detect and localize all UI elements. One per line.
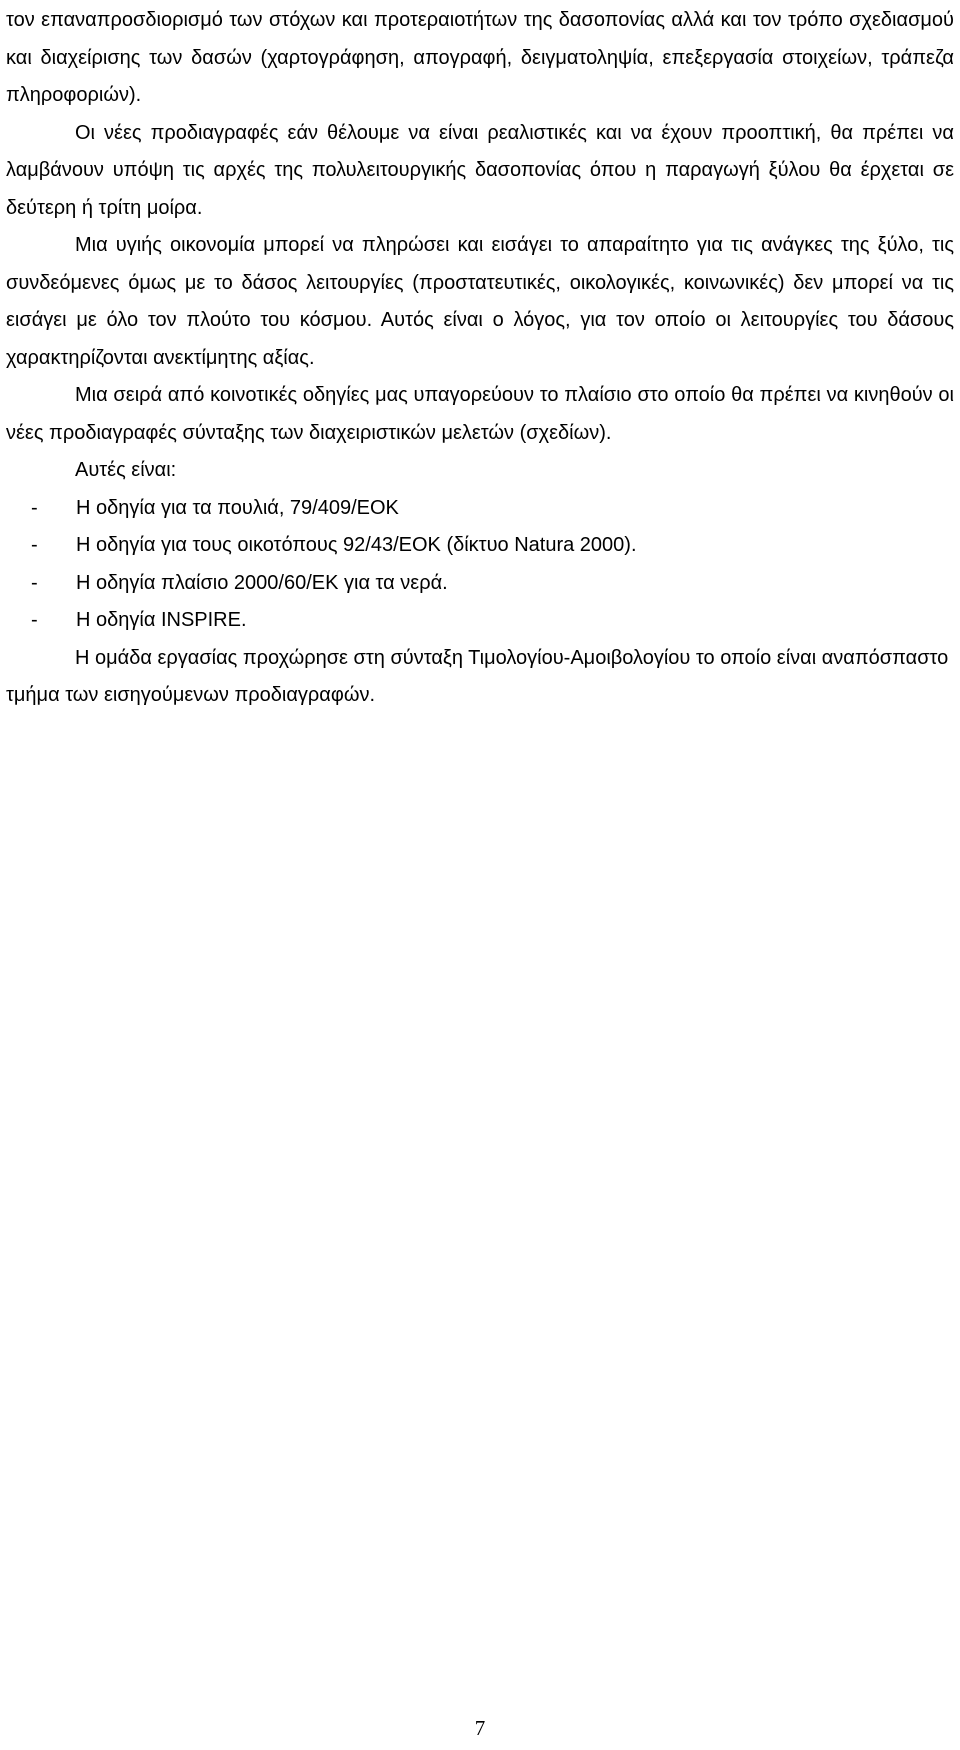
list-dash: -: [31, 609, 38, 631]
list-item: [6, 527, 954, 565]
list-dash: -: [31, 496, 38, 519]
list-item-text: Η οδηγία για τους οικοτόπους 92/43/ΕΟΚ (δίκτυο Natura 2000).: [76, 534, 637, 556]
list-item-text: Η οδηγία πλαίσιο 2000/60/ΕΚ για τα νερά.: [76, 571, 448, 594]
paragraph-economy: Μια υγιής οικονομία μπορεί να πληρώσει και εισάγει το απαραίτητο για τις ανάγκες της ξύλο, τις συνδεόμενες όμως με το δάσος λειτουργίες (προστατευτικές, οικολογικές, κοινωνικές) δεν μπορεί να τις εισάγει με όλο τον πλούτο του κόσμου. Αυτός είναι ο λόγος, για τον οποίο οι λειτουργίες του δάσους χαρακτηρίζονται ανεκτίμητης αξίας.: [6, 234, 954, 369]
paragraph-specifications: Οι νέες προδιαγραφές εάν θέλουμε να είναι ρεαλιστικές και να έχουν προοπτική, θα πρέπει να λαμβάνουν υπόψη τις αρχές της πολυλειτουργικής δασοπονίας όπου η παραγωγή ξύλου θα έρχεται σε δεύτερη ή τρίτη μοίρα.: [6, 121, 954, 219]
list-item: [6, 565, 954, 603]
paragraph-directives: Μια σειρά από κοινοτικές οδηγίες μας υπαγορεύουν το πλαίσιο στο οποίο θα πρέπει να κινηθούν οι νέες προδιαγραφές σύνταξης των διαχειριστικών μελετών (σχεδίων).: [6, 384, 954, 444]
list-item-text: Η οδηγία INSPIRE.: [76, 609, 247, 631]
directives-list: [6, 490, 954, 640]
list-intro: Αυτές είναι:: [75, 459, 177, 481]
page-number: 7: [474, 1716, 486, 1740]
list-item: [6, 602, 954, 640]
list-item-text: Η οδηγία για τα πουλιά, 79/409/ΕΟΚ: [76, 496, 399, 519]
list-dash: -: [31, 534, 38, 556]
list-dash: -: [31, 571, 38, 594]
list-item: [6, 490, 954, 528]
document-body: [6, 2, 954, 715]
paragraph-continued: τον επαναπροσδιορισμό των στόχων και προτεραιοτήτων της δασοπονίας αλλά και τον τρόπο σχεδιασμού και διαχείρισης των δασών (χαρτογράφηση, απογραφή, δειγματοληψία, επεξεργασία στοιχείων, τράπεζα πληροφοριών).: [6, 9, 954, 106]
paragraph-closing: Η ομάδα εργασίας προχώρησε στη σύνταξη Τιμολογίου-Αμοιβολογίου το οποίο είναι αναπόσπαστο τμήμα των εισηγούμενων προδιαγραφών.: [6, 646, 949, 706]
